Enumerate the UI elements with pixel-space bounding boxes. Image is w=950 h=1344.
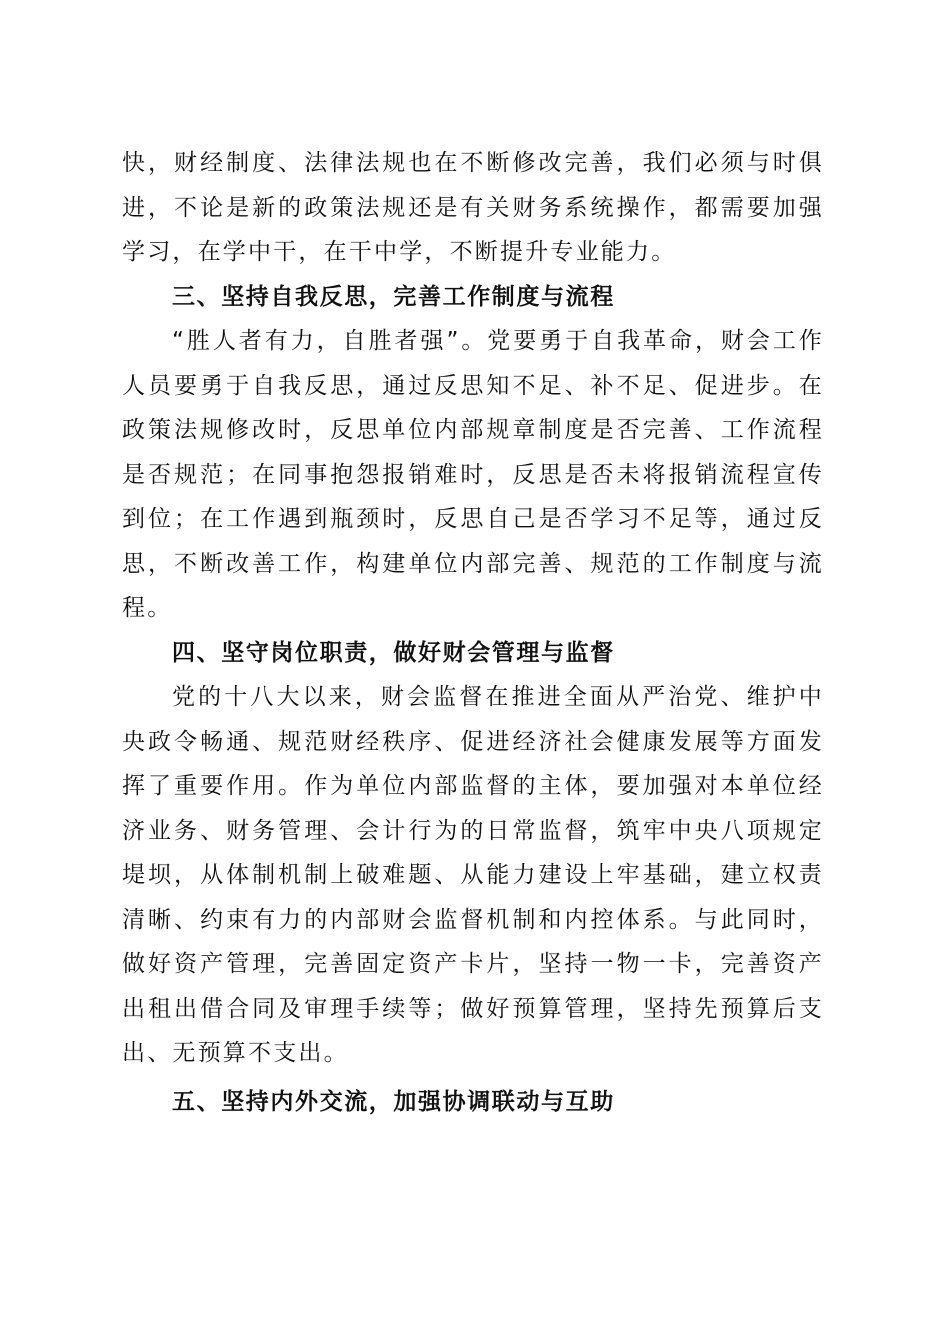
paragraph-continuation: 快，财经制度、法律法规也在不断修改完善，我们必须与时俱进，不论是新的政策法规还是有关财务系统操作，都需要加强学习，在学中干，在干中学，不断提升专业能力。 (122, 150, 824, 265)
document-body (122, 141, 824, 1124)
paragraph-supervision: 党的十八大以来，财会监督在推进全面从严治党、维护中央政令畅通、规范财经秩序、促进经济社会健康发展等方面发挥了重要作用。作为单位内部监督的主体，要加强对本单位经济业务、财务管理、会计行为的日常监督，筑牢中央八项规定堤坝，从体制机制上破难题、从能力建设上牢基础，建立权责清晰、约束有力的内部财会监督机制和内控体系。与此同时，做好资产管理，完善固定资产卡片，坚持一物一卡，完善资产出租出借合同及审理手续等；做好预算管理，坚持先预算后支出、无预算不支出。 (122, 684, 824, 1066)
paragraph-self-reflection: “胜人者有力，自胜者强”。党要勇于自我革命，财会工作人员要勇于自我反思，通过反思知不足、补不足、促进步。在政策法规修改时，反思单位内部规章制度是否完善、工作流程是否规范；在同事抱怨报销难时，反思是否未将报销流程宣传到位；在工作遇到瓶颈时，反思自己是否学习不足等，通过反思，不断改善工作，构建单位内部完善、规范的工作制度与流程。 (122, 328, 824, 621)
section-heading-4: 四、坚守岗位职责，做好财会管理与监督 (172, 639, 615, 666)
section-heading-5: 五、坚持内外交流，加强协调联动与互助 (172, 1088, 615, 1115)
section-heading-3: 三、坚持自我反思，完善工作制度与流程 (172, 283, 615, 310)
